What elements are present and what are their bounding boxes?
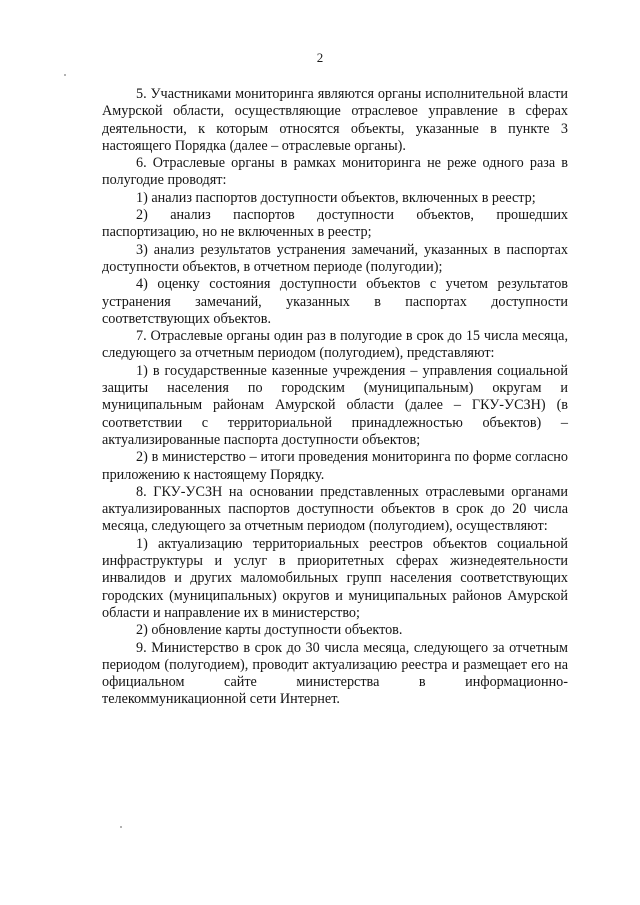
paragraph-5: 5. Участниками мониторинга являются органы исполнительной власти Амурской области, осуществляющие отраслевое управление в сферах деятельности, к которым относятся объекты, указанные в пункте 3 настоящего Порядка (далее – отраслевые органы). xyxy=(102,86,568,154)
scan-speck xyxy=(120,826,122,828)
paragraph-6-item-3: 3) анализ результатов устранения замечаний, указанных в паспортах доступности объектов, в отчетном периоде (полугодии); xyxy=(102,241,568,275)
paragraph-6: 6. Отраслевые органы в рамках мониторинга не реже одного раза в полугодие проводят: xyxy=(102,155,568,189)
paragraph-7-item-1: 1) в государственные казенные учреждения – управления социальной защиты населения по городским (муниципальным) округам и муниципальным районам Амурской области (далее – ГКУ-УСЗН) (в соответствии с территориальной принадлежностью объектов) – актуализированные паспорта доступности объектов; xyxy=(102,362,568,448)
paragraph-7: 7. Отраслевые органы один раз в полугодие в срок до 15 числа месяца, следующего за отчетным периодом (полугодием), представляют: xyxy=(102,328,568,362)
paragraph-8-item-1: 1) актуализацию территориальных реестров объектов социальной инфраструктуры и услуг в приоритетных сферах жизнедеятельности инвалидов и других маломобильных групп населения соответствующих городских (муниципальных) округов и муниципальных районов Амурской области и направление их в министерство; xyxy=(102,535,568,621)
scan-speck xyxy=(64,74,66,76)
page-number: 2 xyxy=(316,50,324,65)
paragraph-8-item-2: 2) обновление карты доступности объектов. xyxy=(136,622,403,639)
paragraph-9: 9. Министерство в срок до 30 числа месяца, следующего за отчетным периодом (полугодием), проводит актуализацию реестра и размещает его на официальном сайте министерства в информационно-телекоммуникационной сети Интернет. xyxy=(102,639,568,708)
paragraph-6-item-2: 2) анализ паспортов доступности объектов, прошедших паспортизацию, но не включенных в реестр; xyxy=(102,207,568,241)
paragraph-7-item-2: 2) в министерство – итоги проведения мониторинга по форме согласно приложению к настоящему Порядку. xyxy=(102,449,568,483)
paragraph-6-item-1: 1) анализ паспортов доступности объектов, включенных в реестр; xyxy=(136,189,536,206)
document-body xyxy=(102,86,568,709)
paragraph-6-item-4: 4) оценку состояния доступности объектов с учетом результатов устранения замечаний, указанных в паспортах доступности соответствующих объектов. xyxy=(102,276,568,327)
paragraph-8: 8. ГКУ-УСЗН на основании представленных отраслевыми органами актуализированных паспортов доступности объектов в срок до 20 числа месяца, следующего за отчетным периодом (полугодием), осуществляют: xyxy=(102,483,568,535)
